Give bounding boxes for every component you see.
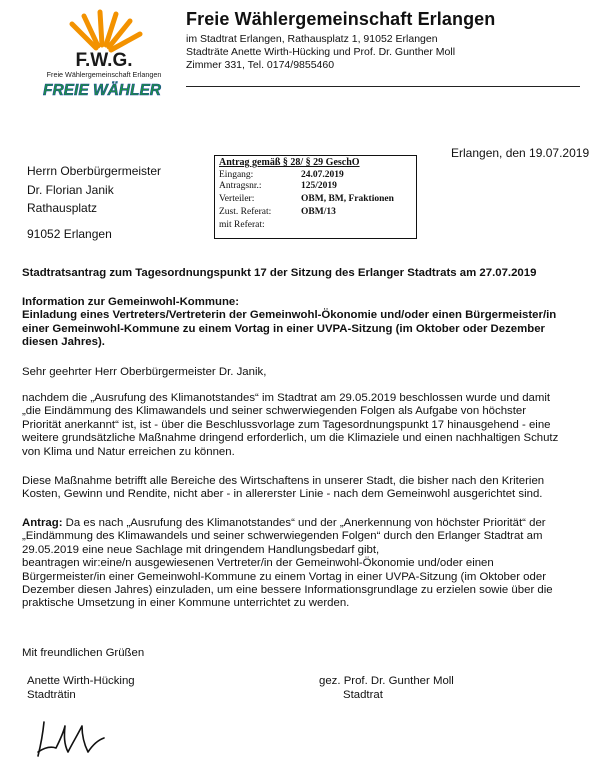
stamp-value: 24.07.2019 [301, 170, 344, 180]
paragraph-line: weitere grundsätzliche Maßnahme dringend erforderlich, um die Klimaziele und einen nachhaltigen Schutz [22, 432, 559, 445]
logo-abbr: F.W.G. [75, 50, 133, 71]
antrag-line: 29.05.2019 eine neue Sachlage mit dringendem Handlungsbedarf gibt, [22, 543, 380, 556]
antrag-line: praktische Umsetzung in einer Kommune unterrichtet zu werden. [22, 597, 350, 610]
handwritten-signature [30, 712, 110, 762]
paragraph-line: Priorität anerkannt“ ist, ist - über die Beschlussvorlage zum Tagesordnungspunkt 17 hinausgehend - eine [22, 418, 551, 431]
info-heading [22, 296, 597, 350]
stamp-label: Eingang: [219, 170, 254, 180]
stamp-row-verteiler [219, 194, 414, 205]
paragraph-2 [22, 475, 597, 502]
signatory-left-name: Anette Wirth-Hücking [27, 675, 135, 687]
paragraph-line: Diese Maßnahme betrifft alle Bereiche des Wirtschaftens in unserer Stadt, die bisher nach den Kriterien [22, 475, 545, 487]
info-heading-line: einer Gemeinwohl-Kommune zu einem Vortag in einer UVPA-Sitzung (im Oktober oder Dezember [22, 322, 545, 335]
stamp-value: OBM, BM, Fraktionen [301, 194, 394, 204]
antrag-line: „Eindämmung des Klimawandels und seiner schwerwiegenden Folgen“ durch den Erlanger Stadtrat am [22, 530, 543, 543]
stamp-value: 125/2019 [301, 181, 337, 191]
fwg-logo [22, 8, 182, 100]
signatory-left-title: Stadträtin [27, 689, 76, 701]
info-heading-line: Einladung eines Vertreters/Vertreterin der Gemeinwohl-Ökonomie und/oder einen Bürgermeister/in [22, 309, 557, 322]
header-divider [186, 86, 580, 87]
closing: Mit freundlichen Grüßen [22, 647, 145, 659]
antrag-line: Bürgermeister/in einer Gemeinwohl-Kommune zu einem Vortag in einer UVPA-Sitzung (im Oktober oder [22, 570, 546, 583]
stamp-label: Antragsnr.: [219, 181, 262, 191]
stamp-label: mit Referat: [219, 220, 265, 230]
info-heading-line: diesen Jahres). [22, 336, 105, 349]
recipient-title: Herrn Oberbürgermeister [27, 164, 162, 178]
antrag-paragraph [22, 517, 597, 611]
letter-date: Erlangen, den 19.07.2019 [451, 146, 590, 160]
antrag-text: Da es nach „Ausrufung des Klimanotstandes“ und der „Anerkennung von höchster Priorität“ der [62, 517, 546, 529]
antrag-label: Antrag: [22, 517, 63, 529]
recipient-city: 91052 Erlangen [27, 227, 112, 241]
header-address: im Stadtrat Erlangen, Rathausplatz 1, 91052 Erlangen [186, 33, 438, 45]
signatory-right-name: gez. Prof. Dr. Gunther Moll [319, 675, 454, 687]
antrag-line: beantragen wir:eine/n ausgewiesenen Vertreter/in der Gemeinwohl-Ökonomie und/oder einen [22, 557, 494, 570]
antrag-line [22, 517, 597, 530]
stamp-label: Zust. Referat: [219, 207, 272, 217]
stamp-label: Verteiler: [219, 194, 255, 204]
sunburst-icon [72, 12, 140, 50]
logo-brand: FREIE WÄHLER [43, 82, 161, 99]
filing-stamp [214, 155, 417, 239]
stamp-value: OBM/13 [301, 207, 336, 217]
letter-subject: Stadtratsantrag zum Tagesordnungspunkt 17 der Sitzung des Erlanger Stadtrats am 27.07.2019 [22, 267, 537, 279]
recipient-street: Rathausplatz [27, 201, 98, 215]
header-councillors: Stadträte Anette Wirth-Hücking und Prof. Dr. Gunther Moll [186, 46, 456, 58]
signatory-right-title: Stadtrat [343, 689, 383, 701]
logo-subtitle: Freie Wählergemeinschaft Erlangen [46, 70, 162, 79]
stamp-row-mit-referat [219, 220, 414, 231]
paragraph-line: nachdem die „Ausrufung des Klimanotstandes“ im Stadtrat am 29.05.2019 beschlossen wurde und damit [22, 392, 551, 404]
header-contact: Zimmer 331, Tel. 0174/9855460 [186, 59, 335, 71]
stamp-row-eingang [219, 170, 414, 181]
stamp-title: Antrag gemäß § 28/ § 29 GeschO [219, 157, 360, 168]
stamp-row-referat [219, 207, 414, 218]
paragraph-line: „die Eindämmung des Klimawandels und seiner schwerwiegenden Folgen als Aufgabe von höchster [22, 405, 527, 418]
salutation: Sehr geehrter Herr Oberbürgermeister Dr. Janik, [22, 366, 267, 378]
info-heading-line: Information zur Gemeinwohl-Kommune: [22, 296, 240, 308]
paragraph-1 [22, 392, 597, 459]
paragraph-line: von Klima und Natur erreichen zu können. [22, 445, 235, 458]
stamp-row-antragsnr [219, 181, 414, 192]
org-name: Freie Wählergemeinschaft Erlangen [186, 9, 496, 29]
antrag-line: Dezember diesen Jahres) einzuladen, um eine bessere Informationsgrundlage zu erzielen sowie über die [22, 584, 553, 597]
paragraph-line: Kosten, Gewinn und Rendite, nicht aber - in allererster Linie - nach dem Gemeinwohl ausgerichtet sind. [22, 488, 543, 501]
recipient-name: Dr. Florian Janik [27, 183, 114, 197]
